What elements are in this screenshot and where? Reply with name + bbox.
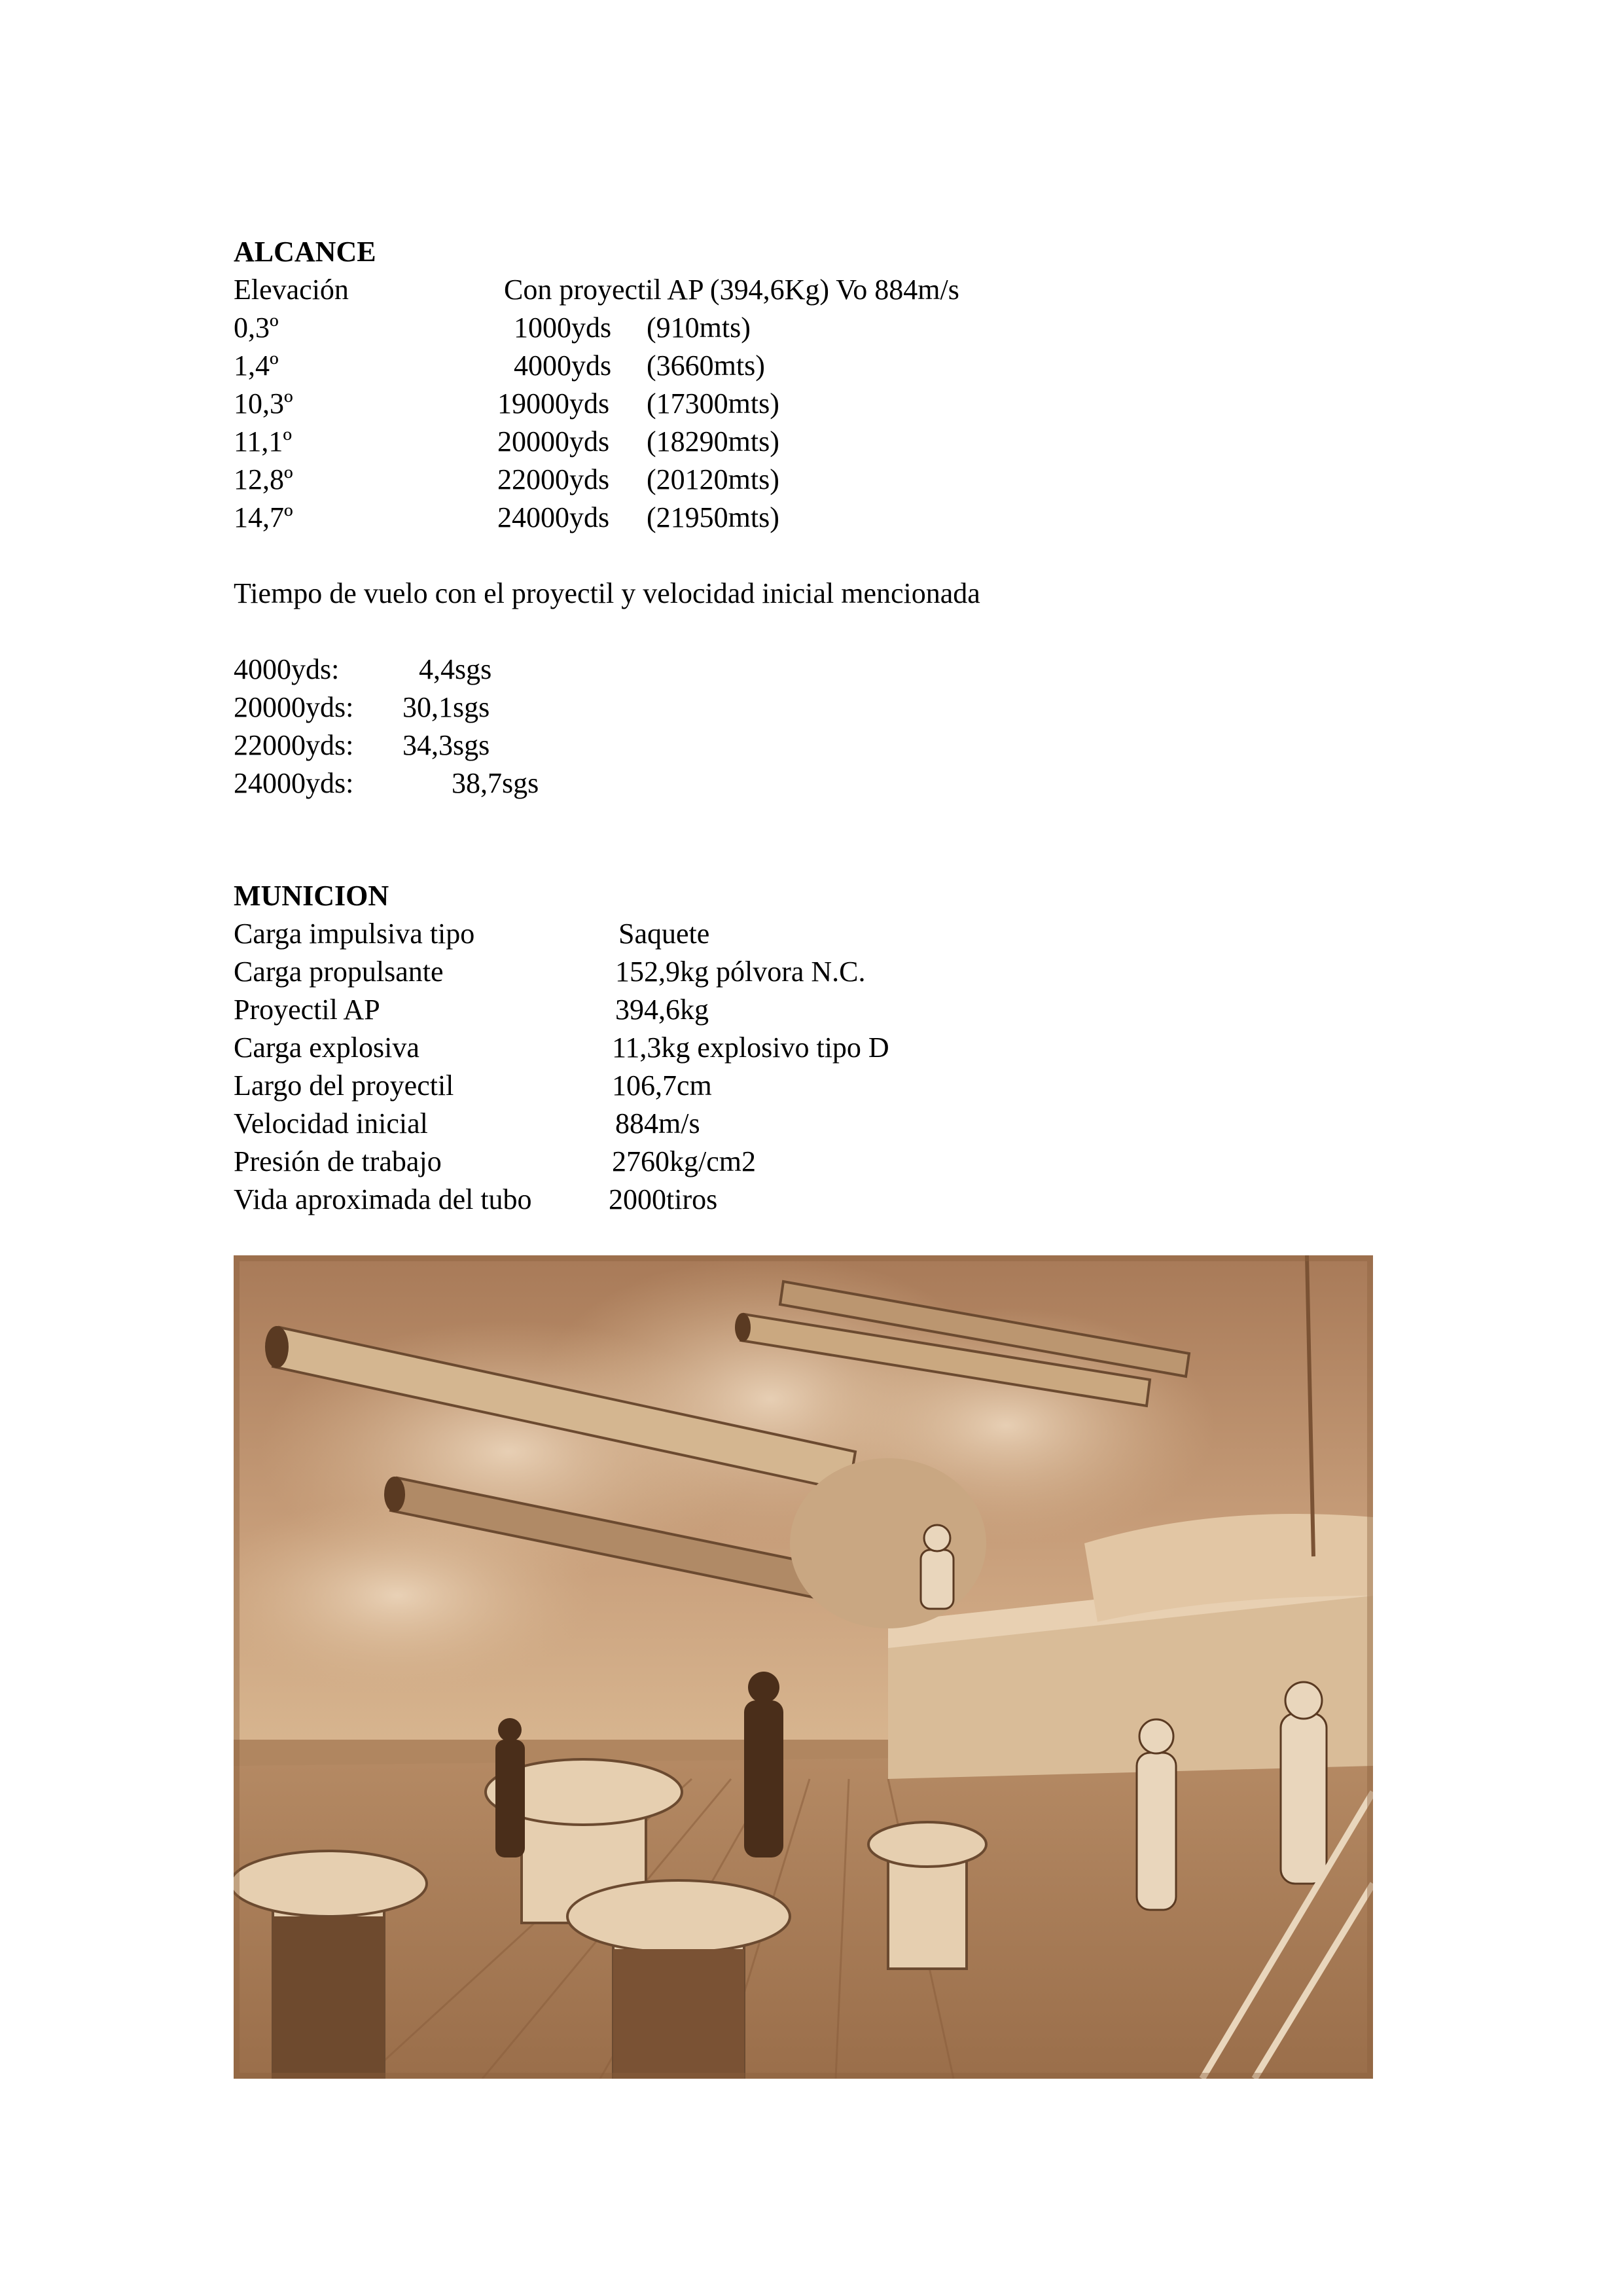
- range-meters: (3660mts): [647, 350, 765, 382]
- flight-distance: 22000yds:: [234, 729, 354, 761]
- ammo-value: 152,9kg pólvora N.C.: [615, 956, 866, 988]
- range-meters: (21950mts): [647, 501, 779, 533]
- flight-distance: 4000yds:: [234, 653, 340, 685]
- ammo-value: 11,3kg explosivo tipo D: [612, 1031, 889, 1064]
- range-meters: (910mts): [647, 312, 751, 344]
- range-meters: (17300mts): [647, 387, 779, 420]
- range-yards: 22000yds: [497, 463, 610, 495]
- range-yards: 24000yds: [497, 501, 610, 533]
- battleship-guns-photo: [234, 1255, 1373, 2079]
- ammo-value: 2000tiros: [609, 1183, 718, 1215]
- flight-time-intro: Tiempo de vuelo con el proyectil y velocidad inicial mencionada: [234, 577, 980, 609]
- flight-time: 30,1sgs: [402, 691, 490, 723]
- range-yards: 19000yds: [497, 387, 610, 420]
- range-yards: 20000yds: [497, 425, 610, 457]
- ammo-label: Carga impulsiva tipo: [234, 918, 475, 950]
- col-proyectil: Con proyectil AP (394,6Kg) Vo 884m/s: [504, 274, 959, 306]
- ammo-label: Proyectil AP: [234, 994, 380, 1026]
- ammo-label: Velocidad inicial: [234, 1107, 428, 1139]
- ammo-value: Saquete: [618, 918, 710, 950]
- flight-distance: 24000yds:: [234, 767, 354, 799]
- range-elevation: 0,3º: [234, 312, 279, 344]
- range-elevation: 1,4º: [234, 350, 279, 382]
- range-elevation: 10,3º: [234, 387, 293, 420]
- flight-distance: 20000yds:: [234, 691, 354, 723]
- range-yards: 1000yds: [514, 312, 612, 344]
- range-meters: (20120mts): [647, 463, 779, 495]
- range-elevation: 14,7º: [234, 501, 293, 533]
- ammo-label: Carga propulsante: [234, 956, 444, 988]
- flight-time: 4,4sgs: [419, 653, 492, 685]
- ammo-value: 394,6kg: [615, 994, 709, 1026]
- col-elevacion: Elevación: [234, 274, 349, 306]
- battleship-guns-illustration: [234, 1255, 1373, 2079]
- ammo-value: 884m/s: [615, 1107, 700, 1139]
- municion-heading: MUNICION: [234, 880, 389, 912]
- ammo-label: Vida aproximada del tubo: [234, 1183, 532, 1215]
- ammo-value: 2760kg/cm2: [612, 1145, 756, 1177]
- ammo-label: Carga explosiva: [234, 1031, 419, 1064]
- ammo-label: Largo del proyectil: [234, 1069, 454, 1102]
- ammo-value: 106,7cm: [612, 1069, 712, 1102]
- range-meters: (18290mts): [647, 425, 779, 457]
- range-elevation: 11,1º: [234, 425, 293, 457]
- ammo-label: Presión de trabajo: [234, 1145, 442, 1177]
- range-elevation: 12,8º: [234, 463, 293, 495]
- range-yards: 4000yds: [514, 350, 612, 382]
- flight-time: 34,3sgs: [402, 729, 490, 761]
- flight-time: 38,7sgs: [452, 767, 539, 799]
- alcance-heading: ALCANCE: [234, 236, 376, 268]
